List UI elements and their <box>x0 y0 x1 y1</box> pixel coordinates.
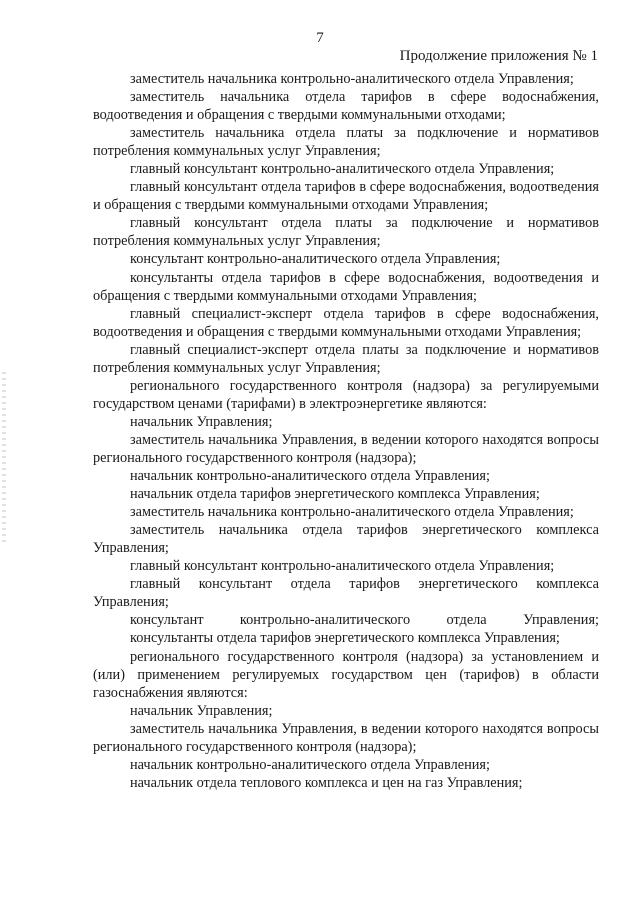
appendix-continuation-note: Продолжение приложения № 1 <box>399 48 598 64</box>
paragraph: заместитель начальника отдела тарифов в сфере водоснабжения, водоотведения и обращения с твердыми коммунальными отходами; <box>93 89 599 124</box>
paragraph: заместитель начальника контрольно-аналитического отдела Управления; <box>130 504 574 521</box>
paragraph: заместитель начальника Управления, в ведении которого находятся вопросы регионального государственного контроля (надзора); <box>93 431 599 466</box>
paragraph: начальник отдела теплового комплекса и цен на газ Управления; <box>130 774 523 791</box>
paragraph: начальник Управления; <box>130 702 273 719</box>
paragraph: заместитель начальника отдела платы за подключение и нормативов потребления коммунальных услуг Управления; <box>93 125 599 160</box>
paragraph: консультанты отдела тарифов энергетического комплекса Управления; <box>130 630 560 647</box>
paragraph: регионального государственного контроля (надзора) за установлением и (или) применением регулируемых государством цен (тарифов) в области газоснабжения являются: <box>93 648 599 701</box>
paragraph: начальник Управления; <box>130 413 273 430</box>
paragraph: заместитель начальника контрольно-аналитического отдела Управления; <box>130 71 574 87</box>
paragraph: главный консультант отдела тарифов в сфере водоснабжения, водоотведения и обращения с твердыми коммунальными отходами Управления; <box>93 179 599 214</box>
page-number: 7 <box>316 30 324 46</box>
paragraph: заместитель начальника Управления, в ведении которого находятся вопросы регионального государственного контроля (надзора); <box>93 720 599 755</box>
paragraph: начальник отдела тарифов энергетического комплекса Управления; <box>130 486 540 503</box>
paragraph: главный специалист-эксперт отдела платы за подключение и нормативов потребления коммунальных услуг Управления; <box>93 341 599 376</box>
paragraph: главный консультант отдела платы за подключение и нормативов потребления коммунальных услуг Управления; <box>93 215 599 250</box>
paragraph: консультант контрольно-аналитического отдела Управления; <box>130 612 599 629</box>
paragraph: главный специалист-эксперт отдела тарифов в сфере водоснабжения, водоотведения и обращения с твердыми коммунальными отходами Управления; <box>93 305 599 340</box>
paragraph: начальник контрольно-аналитического отдела Управления; <box>130 756 490 773</box>
paragraph: главный консультант отдела тарифов энергетического комплекса Управления; <box>93 576 599 611</box>
paragraph: главный консультант контрольно-аналитического отдела Управления; <box>130 558 555 575</box>
paragraph: консультант контрольно-аналитического отдела Управления; <box>130 251 501 268</box>
scan-edge-mark <box>2 372 6 542</box>
paragraph: главный консультант контрольно-аналитического отдела Управления; <box>130 161 555 178</box>
document-body <box>93 70 599 792</box>
paragraph: регионального государственного контроля (надзора) за регулируемыми государством ценами (тарифами) в электроэнергетике являются: <box>93 377 599 412</box>
paragraph: консультанты отдела тарифов в сфере водоснабжения, водоотведения и обращения с твердыми коммунальными отходами Управления; <box>93 269 599 304</box>
paragraph: заместитель начальника отдела тарифов энергетического комплекса Управления; <box>93 522 599 557</box>
paragraph: начальник контрольно-аналитического отдела Управления; <box>130 468 490 485</box>
